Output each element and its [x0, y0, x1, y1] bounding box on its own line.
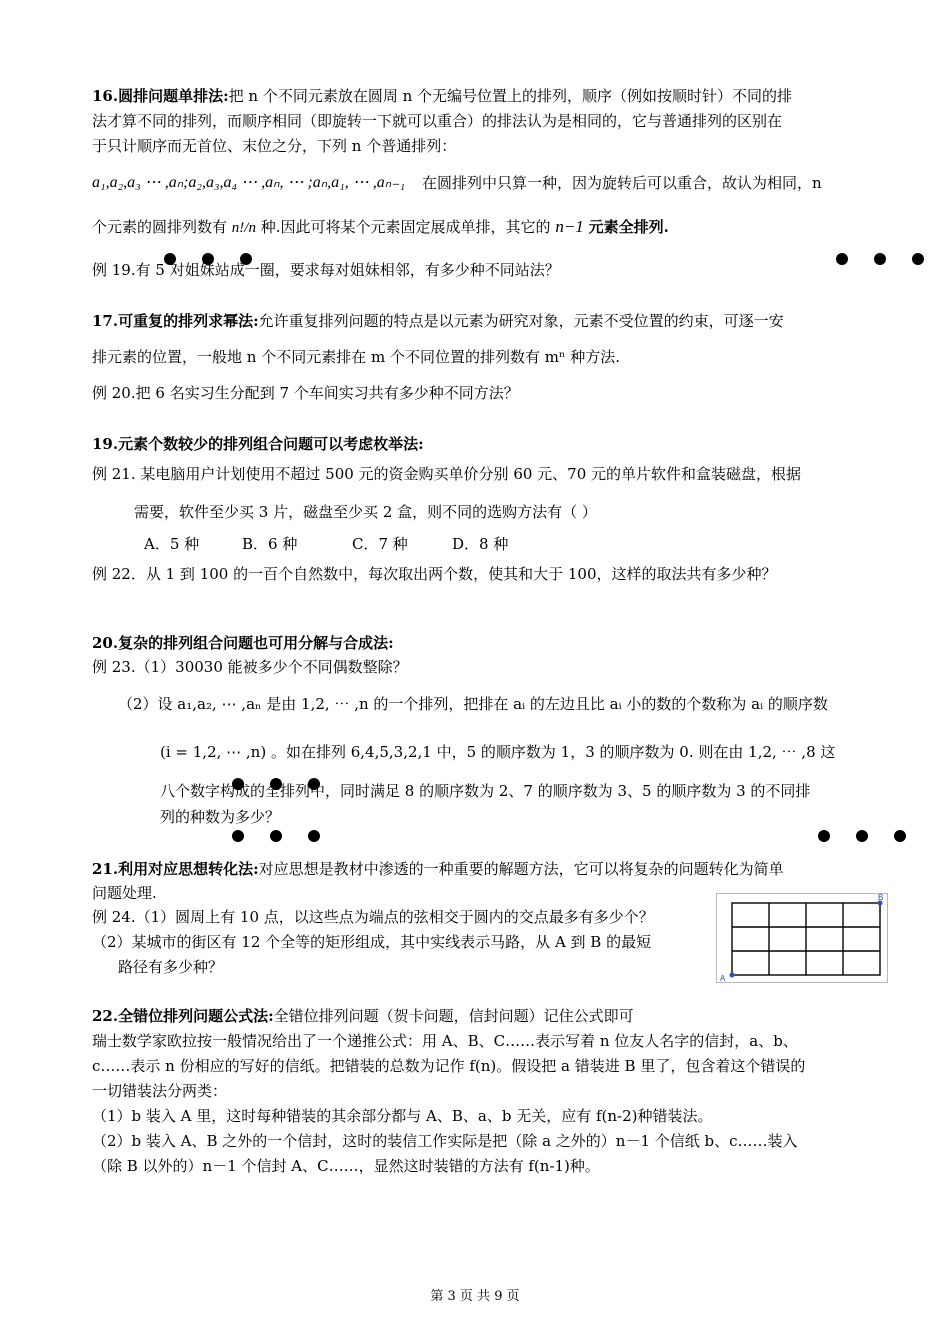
s16-formula: a₁,a₂,a₃ ⋯ ,aₙ;a₂,a₃,a₄ ⋯ ,aₙ, ⋯ ;aₙ,a₁, ⋯ ,aₙ₋₁ — [92, 174, 406, 191]
s21-text1: 对应思想是教材中渗透的一种重要的解题方法，它可以将复杂的问题转化为简单 — [258, 860, 784, 878]
option-b: B．6 种 — [242, 535, 298, 553]
s21-line2: 问题处理. — [92, 884, 157, 902]
s21-line1 — [92, 858, 784, 880]
option-d: D．8 种 — [452, 535, 509, 553]
s22-title: 22.全错位排列问题公式法: — [92, 1007, 274, 1025]
example-24-part2-line1: （2）某城市的街区有 12 个全等的矩形组成，其中实线表示马路，从 A 到 B 的最短 — [92, 933, 652, 951]
example-23-part1: 例 23.（1）30030 能被多少个不同偶数整除？ — [92, 658, 408, 676]
s22-line3: c……表示 n 份相应的写好的信纸。把错装的总数为记作 f(n)。假设把 a 错装进 B 里了，包含着这个错误的 — [92, 1057, 806, 1075]
street-grid-figure — [716, 893, 888, 983]
example-22: 例 22．从 1 到 100 的一百个自然数中，每次取出两个数，使其和大于 100，这样的取法共有多少种？ — [92, 565, 777, 583]
s17-text1: 允许重复排列问题的特点是以元素为研究对象，元素不受位置的约束，可逐一安 — [258, 312, 784, 330]
s17-line2: 排元素的位置，一般地 n 个不同元素排在 m 个不同位置的排列数有 mⁿ 种方法. — [92, 348, 620, 366]
street-grid-svg — [716, 893, 888, 983]
s21-title: 21.利用对应思想转化法: — [92, 860, 259, 878]
s16-line5c: 种.因此可将某个元素固定展成单排，其它的 — [260, 218, 551, 236]
s16-line5a: 个元素的圆排列数有 — [92, 218, 228, 236]
example-19: 例 19.有 5 对姐妹站成一圈，要求每对姐妹相邻，有多少种不同站法？ — [92, 261, 560, 279]
s22-line4: 一切错装法分两类： — [92, 1082, 228, 1100]
option-c: C．7 种 — [352, 535, 408, 553]
s16-line4: 在圆排列中只算一种，因为旋转后可以重合，故认为相同，n — [422, 174, 822, 192]
s22-case2-line2: （除 B 以外的）n－1 个信封 A、C……，显然这时装错的方法有 f(n-1)种。 — [92, 1157, 600, 1175]
s22-case1: （1）b 装入 A 里，这时每种错装的其余部分都与 A、B、a、b 无关，应有 f(n-2)种错装法。 — [92, 1107, 713, 1125]
example-23-part2-line2: (i = 1,2, ⋯ ,n) 。如在排列 6,4,5,3,2,1 中，5 的顺序数为 1，3 的顺序数为 0. 则在由 1,2, ⋯ ,8 这 — [160, 743, 836, 761]
point-a-marker — [730, 973, 735, 978]
decorative-dots — [818, 828, 932, 842]
s16-line5 — [92, 216, 669, 239]
example-21-line2: 需要，软件至少买 3 片，磁盘至少买 2 盒，则不同的选购方法有（ ） — [134, 503, 597, 521]
example-23-part2-line1: （2）设 a₁,a₂, ⋯ ,aₙ 是由 1,2, ⋯ ,n 的一个排列，把排在 aᵢ 的左边且比 aᵢ 小的数的个数称为 aᵢ 的顺序数 — [118, 695, 828, 713]
example-21-options — [144, 533, 508, 555]
point-a-label: A — [720, 974, 726, 983]
example-23-part2-line3: 八个数字构成的全排列中，同时满足 8 的顺序数为 2、7 的顺序数为 3、5 的顺序数为 3 的不同排 — [160, 782, 811, 800]
s22-text1: 全错位排列问题（贺卡问题，信封问题）记住公式即可 — [273, 1007, 634, 1025]
s22-line2: 瑞士数学家欧拉按一般情况给出了一个递推公式：用 A、B、C……表示写着 n 位友人名字的信封，a、b、 — [92, 1032, 798, 1050]
s16-circular-count: n!/n — [231, 220, 256, 236]
s19-title: 19.元素个数较少的排列组合问题可以考虑枚举法: — [92, 435, 424, 453]
example-20: 例 20.把 6 名实习生分配到 7 个车间实习共有多少种不同方法？ — [92, 384, 519, 402]
s17-line1 — [92, 310, 784, 332]
s16-title: 16.圆排问题单排法: — [92, 87, 229, 105]
decorative-dots — [232, 828, 346, 842]
example-24-part1: 例 24.（1）圆周上有 10 点，以这些点为端点的弦相交于圆内的交点最多有多少个？ — [92, 908, 654, 926]
example-24-part2-line2: 路径有多少种？ — [118, 958, 224, 976]
s22-case2-line1: （2）b 装入 A、B 之外的一个信封，这时的装信工作实际是把（除 a 之外的）n－1 个信纸 b、c……装入 — [92, 1132, 798, 1150]
example-21-line1: 例 21. 某电脑用户计划使用不超过 500 元的资金购买单价分别 60 元、70 元的单片软件和盒装磁盘，根据 — [92, 465, 802, 483]
s16-line2: 法才算不同的排列，而顺序相同（即旋转一下就可以重合）的排法认为是相同的，它与普通排列的区别在 — [92, 112, 783, 130]
option-a: A．5 种 — [144, 535, 200, 553]
s16-line5e: 元素全排列. — [588, 218, 669, 236]
s16-n-minus-1: n−1 — [555, 217, 584, 236]
s16-text1: 把 n 个不同元素放在圆周 n 个无编号位置上的排列，顺序（例如按顺时针）不同的排 — [228, 87, 793, 105]
example-23-part2-line4: 列的种数为多少？ — [160, 808, 281, 826]
page-footer: 第 3 页 共 9 页 — [430, 1289, 520, 1304]
s22-line1 — [92, 1005, 634, 1027]
s20-title: 20.复杂的排列组合问题也可用分解与合成法: — [92, 634, 394, 652]
s16-line3: 于只计顺序而无首位、末位之分，下列 n 个普通排列： — [92, 137, 457, 155]
s16-line1 — [92, 85, 792, 107]
decorative-dots — [836, 251, 950, 265]
point-b-label: B — [878, 893, 884, 902]
s17-title: 17.可重复的排列求幂法: — [92, 312, 259, 330]
